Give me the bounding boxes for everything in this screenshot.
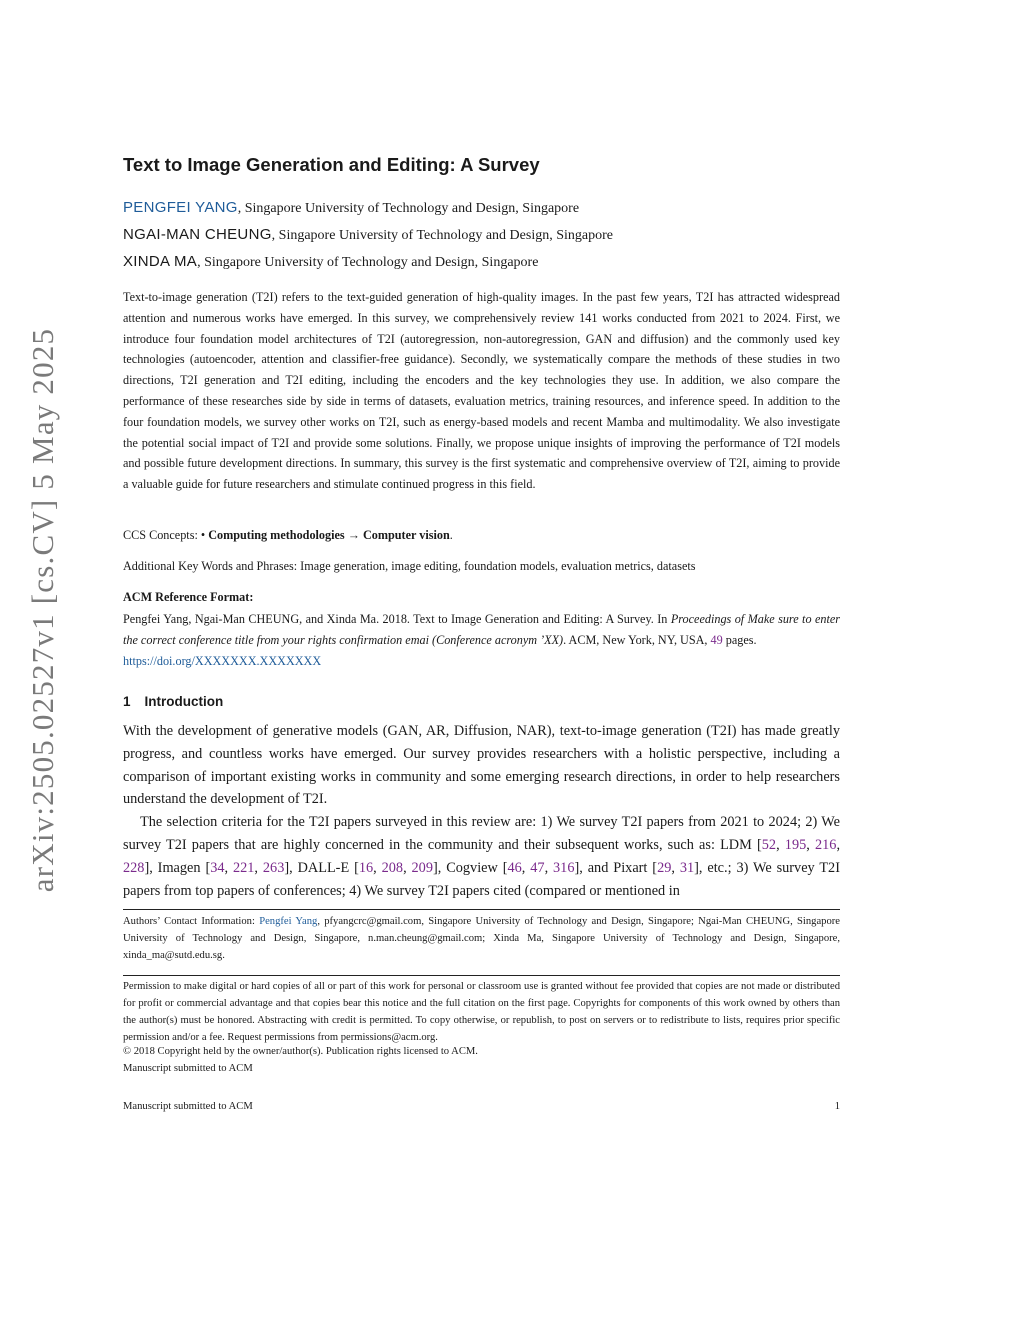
- citation-link[interactable]: 46: [507, 859, 522, 876]
- section-title: Introduction: [144, 694, 224, 709]
- author-name-link[interactable]: PENGFEI YANG: [123, 199, 238, 216]
- page-number: 1: [834, 1101, 840, 1112]
- reference-pages-link[interactable]: 49: [710, 632, 723, 647]
- section-number: 1: [123, 694, 131, 709]
- reference-text: Pengfei Yang, Ngai-Man CHEUNG, and Xinda Ma. 2018. Text to Image Generation and Editing: A Survey. In: [123, 612, 671, 626]
- author-line-1: [123, 199, 579, 217]
- contact-prefix: Authors’ Contact Information:: [123, 916, 260, 927]
- citation-separator: ,: [254, 859, 263, 876]
- intro-paragraph-2: [123, 811, 840, 902]
- intro-text: ], DALL-E [: [284, 859, 359, 876]
- reference-heading: ACM Reference Format:: [123, 590, 254, 604]
- citation-separator: ,: [671, 859, 680, 876]
- citation-link[interactable]: 195: [784, 836, 807, 853]
- section-heading: [123, 694, 223, 709]
- author-affiliation: , Singapore University of Technology and Design, Singapore: [237, 201, 580, 216]
- citation-link[interactable]: 263: [262, 859, 285, 876]
- arxiv-side-stamp: [8, 320, 78, 900]
- citation-link[interactable]: 228: [123, 859, 145, 876]
- copyright-line: © 2018 Copyright held by the owner/author(s). Publication rights licensed to ACM.: [123, 1046, 478, 1057]
- intro-text: ], etc.; 3) We survey T2I papers from top papers of conferences; 4) We survey T2I papers cited (compared or mentioned in: [123, 859, 840, 899]
- reference-text: pages.: [722, 632, 757, 647]
- citation-link[interactable]: 52: [761, 836, 777, 853]
- author-line-2: [123, 226, 613, 244]
- intro-paragraph-1: With the development of generative models (GAN, AR, Diffusion, NAR), text-to-image generation (T2I) has made greatly progress, and countless works have emerged. Our survey provides researchers with a holistic perspective, including a comparison of important existing works in community and some emerging research directions, in order to help researchers understand the development of T2I.: [123, 723, 840, 808]
- citation-link[interactable]: 47: [530, 859, 545, 876]
- citation-link[interactable]: 316: [553, 859, 575, 876]
- intro-text: ], Imagen [: [144, 859, 211, 876]
- reference-body: [123, 609, 840, 671]
- manuscript-note: Manuscript submitted to ACM: [123, 1063, 253, 1074]
- citation-separator: ,: [373, 859, 382, 876]
- paper-title: Text to Image Generation and Editing: A Survey: [123, 154, 540, 175]
- author-line-3: [123, 253, 538, 271]
- ccs-concept: Computing methodologies: [208, 528, 345, 542]
- permission-notice: Permission to make digital or hard copies of all or part of this work for personal or classroom use is granted without fee provided that copies are not made or distributed for profit or commercial advantage and that copies bear this notice and the full citation on the first page. Copyrights for components of this work owned by others than the author(s) must be honored. Abstracting with credit is permitted. To copy otherwise, or republish, to post on servers or to redistribute to lists, requires prior specific permission and/or a fee. Request permissions from permissions@acm.org.: [123, 981, 840, 1043]
- footer-manuscript: Manuscript submitted to ACM: [123, 1101, 253, 1112]
- contact-author-link[interactable]: Pengfei Yang: [259, 916, 318, 927]
- introduction-body: [123, 720, 840, 902]
- citation-link[interactable]: 31: [679, 859, 695, 876]
- citation-link[interactable]: 34: [210, 859, 225, 876]
- citation-separator: ,: [224, 859, 233, 876]
- citation-separator: ,: [836, 836, 841, 853]
- intro-text: The selection criteria for the T2I papers surveyed in this review are: 1) We survey T2I papers from 2021 to 2024; 2) We survey T2I papers that are highly concerned in the community and their subsequent works, such as: LDM [: [123, 814, 840, 853]
- arxiv-stamp-text: arXiv:2505.02527v1 [cs.CV] 5 May 2025: [25, 327, 61, 893]
- citation-link[interactable]: 209: [411, 859, 433, 876]
- citation-link[interactable]: 16: [358, 859, 374, 876]
- reference-venue: Proceedings of Make sure to enter the correct conference title from your rights confirmation emai (Conference acronym ’XX): [123, 612, 840, 647]
- doi-link[interactable]: https://doi.org/XXXXXXX.XXXXXXX: [123, 653, 322, 668]
- citation-link[interactable]: 216: [814, 836, 837, 853]
- citation-separator: ,: [806, 836, 815, 853]
- citation-link[interactable]: 221: [232, 859, 255, 876]
- citation-separator: ,: [403, 859, 412, 876]
- ccs-subconcept: Computer vision: [362, 528, 450, 542]
- keywords: Additional Key Words and Phrases: Image generation, image editing, foundation models, evaluation metrics, datasets: [123, 559, 696, 573]
- author-affiliation: , Singapore University of Technology and Design, Singapore: [271, 228, 613, 243]
- reference-text: . ACM, New York, NY, USA,: [563, 632, 711, 647]
- citation-link[interactable]: 29: [657, 859, 672, 876]
- ccs-arrow: →: [344, 528, 363, 542]
- citation-separator: ,: [776, 836, 785, 853]
- ccs-end: .: [449, 528, 453, 542]
- author-name: XINDA MA: [123, 253, 198, 270]
- intro-text: ], Cogview [: [432, 859, 508, 876]
- author-contact-info: [123, 913, 840, 964]
- citation-separator: ,: [544, 859, 554, 876]
- footnote-divider: [123, 909, 840, 910]
- contact-details: , pfyangcrc@gmail.com, Singapore University of Technology and Design, Singapore; Ngai-Man CHEUNG, Singapore University of Technology and Design, Singapore, n.man.cheung@gmail.com; Xinda Ma, Singapore University of Technology and Design, Singapore, xinda_ma@sutd.edu.sg.: [123, 916, 840, 961]
- author-name: NGAI-MAN CHEUNG: [123, 226, 272, 243]
- citation-separator: ,: [521, 859, 531, 876]
- permission-divider: [123, 975, 840, 976]
- citation-link[interactable]: 208: [381, 859, 404, 876]
- ccs-prefix: CCS Concepts: •: [123, 528, 209, 542]
- intro-text: ], and Pixart [: [574, 859, 658, 876]
- author-affiliation: , Singapore University of Technology and Design, Singapore: [197, 255, 539, 270]
- ccs-concepts: [123, 528, 453, 543]
- abstract: Text-to-image generation (T2I) refers to the text-guided generation of high-quality images. In the past few years, T2I has attracted widespread attention and numerous works have emerged. In this survey, we comprehensively review 141 works conducted from 2021 to 2024. First, we introduce four foundation model architectures of T2I (autoregression, non-autoregression, GAN and diffusion) and the commonly used key technologies (autoencoder, attention and classifier-free guidance). Secondly, we systematically compare the methods of these studies in two directions, T2I generation and T2I editing, including the encoders and the key technologies they use. In addition, we also compare the performance of these researches side by side in terms of datasets, evaluation metrics, training resources, and inference speed. In addition to the four foundation models, we survey other works on T2I, such as energy-based models and recent Mamba and multimodality. We also investigate the potential social impact of T2I and provide some solutions. Finally, we propose unique insights of improving the performance of T2I models and possible future development directions. In summary, this survey is the first systematic and comprehensive overview of T2I, aiming to provide a valuable guide for future researchers and stimulate continued progress in this field.: [123, 290, 840, 492]
